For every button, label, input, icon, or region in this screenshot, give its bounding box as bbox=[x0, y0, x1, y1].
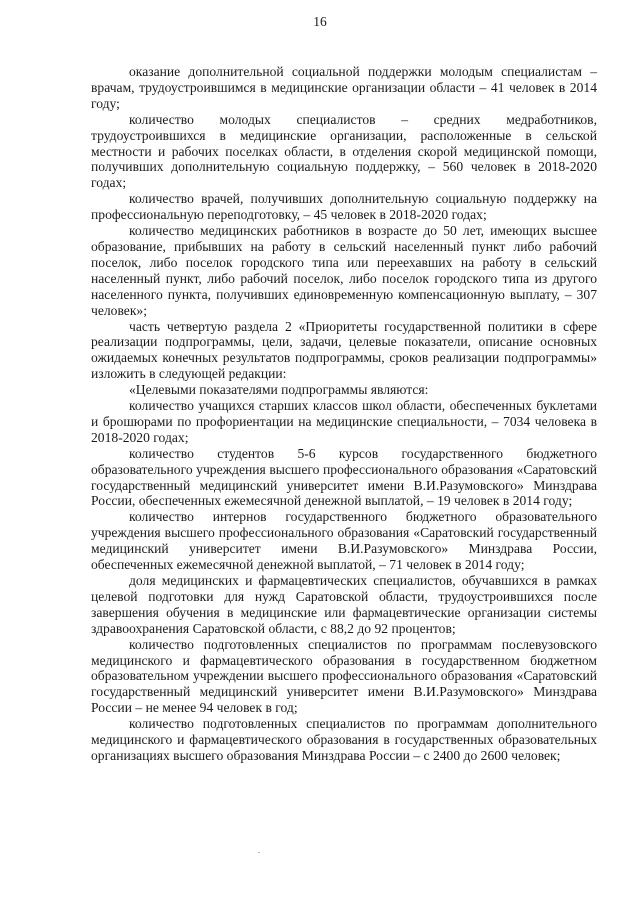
paragraph-targets-intro: «Целевыми показателями подпрограммы являются: bbox=[129, 382, 429, 398]
scan-speck bbox=[258, 852, 260, 853]
paragraph-interns-payments: количество интернов государственного бюджетного образовательного учреждения высшего профессионального образования «Саратовский государственный медицинский университет имени В.И.Разумовского» Минздрава России, обеспеченных ежемесячной денежной выплатой, – 71 человек в 2014 году; bbox=[91, 509, 597, 573]
paragraph-doctors-support: оказание дополнительной социальной поддержки молодым специалистам – врачам, трудоустроившимся в медицинские организации области – 41 человек в 2014 году; bbox=[91, 64, 597, 111]
document-body bbox=[91, 64, 597, 764]
paragraph-postgraduate-training: количество подготовленных специалистов по программам послевузовского медицинского и фармацевтического образования в государственном бюджетном образовательном учреждении высшего профессионального образования «Саратовский государственный медицинский университет имени В.И.Разумовского» Минздрава России – не менее 94 человек в год; bbox=[91, 636, 597, 716]
paragraph-students-payments: количество студентов 5-6 курсов государственного бюджетного образовательного учреждения высшего профессионального образования «Саратовский государственный медицинский университет имени В.И.Разумовского» Минздрава России, обеспеченных ежемесячной денежной выплатой, – 19 человек в 2014 году; bbox=[91, 445, 597, 509]
page-number: 16 bbox=[313, 14, 327, 29]
paragraph-additional-training: количество подготовленных специалистов по программам дополнительного медицинского и фармацевтического образования в государственных образовательных организациях высшего образования Минздрава России – с 2400 до 2600 человек; bbox=[91, 716, 597, 763]
paragraph-rural-compensation: количество медицинских работников в возрасте до 50 лет, имеющих высшее образование, прибывших на работу в сельский населенный пункт либо рабочий поселок, либо поселок городского типа или переехавших на работу в сельский населенный пункт, либо рабочий поселок, либо поселок городского типа из другого населенного пункта, получивших единовременную компенсационную выплату, – 307 человек»; bbox=[91, 223, 597, 318]
paragraph-career-booklets: количество учащихся старших классов школ области, обеспеченных буклетами и брошюрами по профориентации на медицинские специальности, – 7034 человека в 2018-2020 годах; bbox=[91, 398, 597, 445]
paragraph-retraining-support: количество врачей, получивших дополнительную социальную поддержку на профессиональную переподготовку, – 45 человек в 2018-2020 годах; bbox=[91, 191, 597, 223]
paragraph-nurses-support: количество молодых специалистов – средних медработников, трудоустроившихся в медицинские организации, расположенные в сельской местности и рабочих поселках области, в отделения скорой медицинской помощи, получивших дополнительную социальную поддержку, – 560 человек в 2018-2020 годах; bbox=[91, 111, 597, 191]
paragraph-section-amendment: часть четвертую раздела 2 «Приоритеты государственной политики в сфере реализации подпрограммы, цели, задачи, целевые показатели, описание основных ожидаемых конечных результатов подпрограммы, сроков реализации подпрограммы» изложить в следующей редакции: bbox=[91, 318, 597, 382]
paragraph-targeted-training-share: доля медицинских и фармацевтических специалистов, обучавшихся в рамках целевой подготовки для нужд Саратовской области, трудоустроившихся после завершения обучения в медицинские или фармацевтические организации системы здравоохранения Саратовской области, с 88,2 до 92 процентов; bbox=[91, 573, 597, 636]
